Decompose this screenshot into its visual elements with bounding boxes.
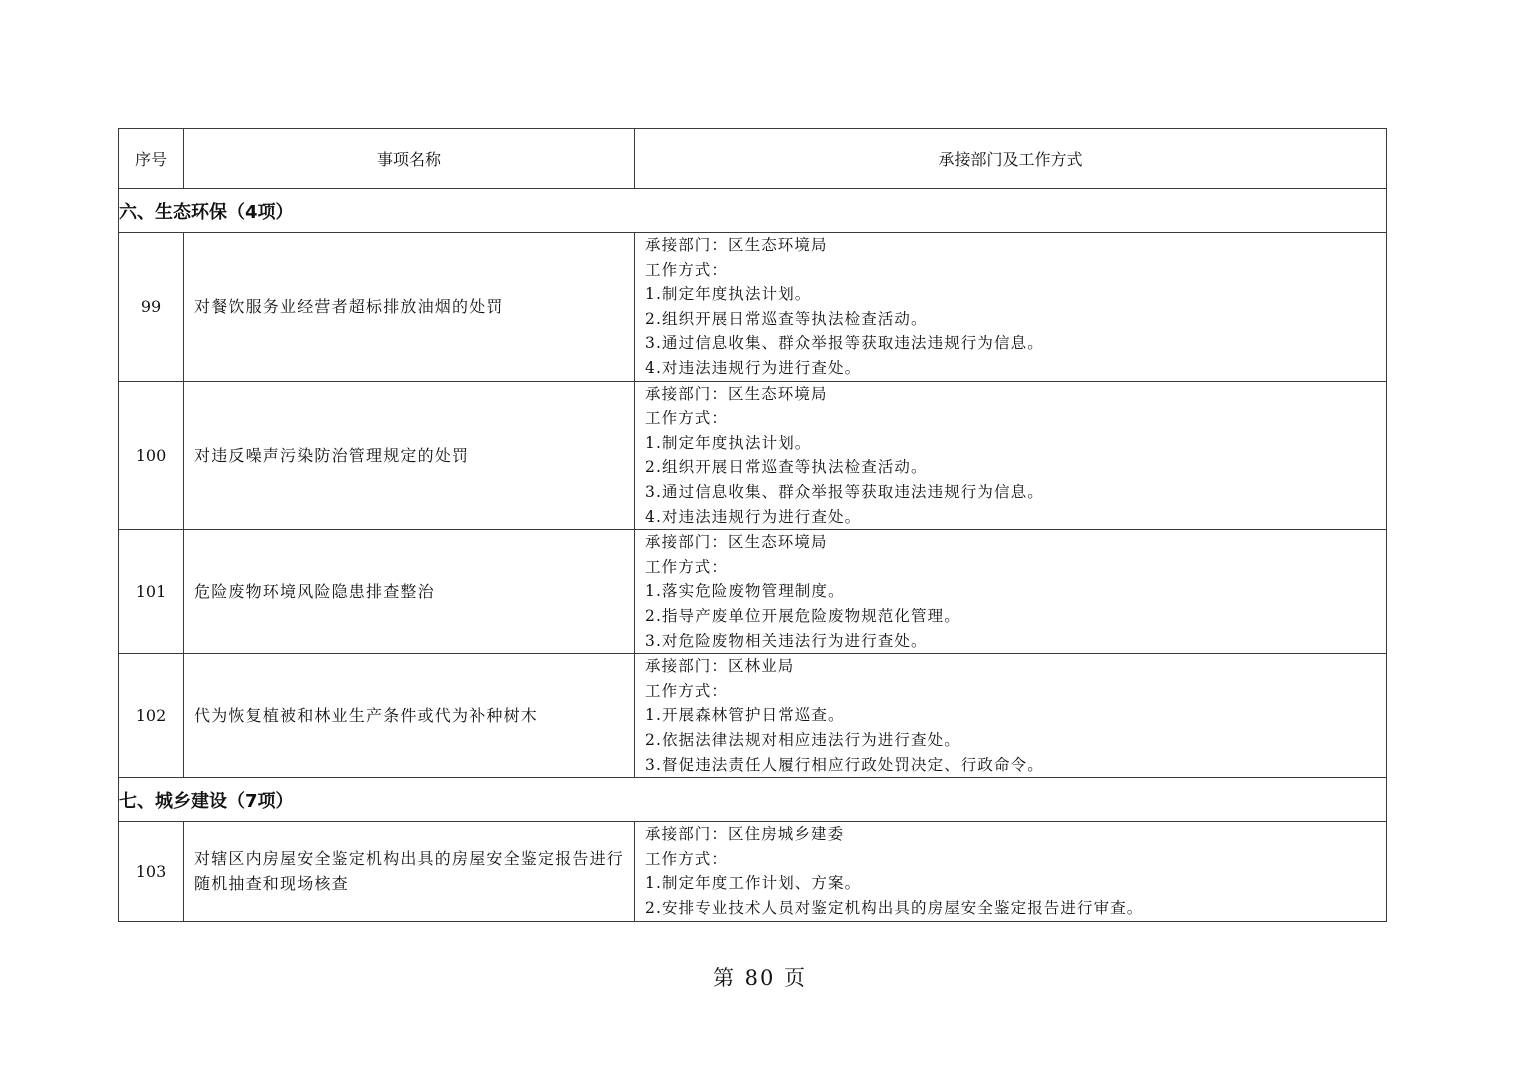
- matter-name: 代为恢复植被和林业生产条件或代为补种树木: [184, 654, 635, 778]
- table-row: [119, 381, 1387, 530]
- table-header-row: [119, 129, 1387, 189]
- header-matter-name: 事项名称: [184, 129, 635, 189]
- department-method: [635, 381, 1387, 530]
- matter-name: 对餐饮服务业经营者超标排放油烟的处罚: [184, 233, 635, 382]
- serial-number: 101: [119, 530, 184, 654]
- work-step: 1.制定年度执法计划。: [645, 433, 812, 452]
- section-row-ecology: [119, 189, 1387, 233]
- work-step: 1.开展森林管护日常巡查。: [645, 706, 845, 725]
- table-row: [119, 822, 1387, 921]
- work-step: 2.组织开展日常巡查等执法检查活动。: [645, 458, 928, 477]
- matter-name: 对辖区内房屋安全鉴定机构出具的房屋安全鉴定报告进行随机抽查和现场核查: [184, 822, 635, 921]
- serial-number: 100: [119, 381, 184, 530]
- matter-name: 对违反噪声污染防治管理规定的处罚: [184, 381, 635, 530]
- department-line: 承接部门：区生态环境局: [645, 384, 828, 403]
- work-method-label: 工作方式：: [645, 409, 729, 428]
- work-method-label: 工作方式：: [645, 681, 729, 700]
- work-step: 2.组织开展日常巡查等执法检查活动。: [645, 309, 928, 328]
- department-method: [635, 530, 1387, 654]
- table-row: [119, 233, 1387, 382]
- work-step: 1.落实危险废物管理制度。: [645, 582, 845, 601]
- department-method: [635, 233, 1387, 382]
- work-step: 3.通过信息收集、群众举报等获取违法违规行为信息。: [645, 334, 1044, 353]
- work-method-label: 工作方式：: [645, 260, 729, 279]
- table-row: [119, 654, 1387, 778]
- work-step: 4.对违法违规行为进行查处。: [645, 358, 862, 377]
- work-step: 3.对危险废物相关违法行为进行查处。: [645, 631, 928, 650]
- section-title: 六、生态环保（4项）: [119, 189, 1387, 233]
- work-step: 2.依据法律法规对相应违法行为进行查处。: [645, 730, 961, 749]
- serial-number: 99: [119, 233, 184, 382]
- work-method-label: 工作方式：: [645, 557, 729, 576]
- page-number: 第 80 页: [712, 966, 808, 990]
- work-step: 1.制定年度执法计划。: [645, 285, 812, 304]
- department-line: 承接部门：区生态环境局: [645, 236, 828, 254]
- work-step: 2.安排专业技术人员对鉴定机构出具的房屋安全鉴定报告进行审查。: [645, 898, 1144, 917]
- header-serial-number: 序号: [119, 129, 184, 189]
- work-step: 1.制定年度工作计划、方案。: [645, 874, 862, 893]
- serial-number: 102: [119, 654, 184, 778]
- section-row-urban-rural: [119, 778, 1387, 822]
- work-method-label: 工作方式：: [645, 849, 729, 868]
- matters-table: [118, 128, 1387, 922]
- matter-name: 危险废物环境风险隐患排查整治: [184, 530, 635, 654]
- department-line: 承接部门：区住房城乡建委: [645, 825, 845, 844]
- table-row: [119, 530, 1387, 654]
- header-department-method: 承接部门及工作方式: [635, 129, 1387, 189]
- section-title: 七、城乡建设（7项）: [119, 778, 1387, 822]
- work-step: 3.通过信息收集、群众举报等获取违法违规行为信息。: [645, 482, 1044, 501]
- department-line: 承接部门：区林业局: [645, 657, 795, 676]
- work-step: 2.指导产废单位开展危险废物规范化管理。: [645, 606, 961, 625]
- department-method: [635, 654, 1387, 778]
- work-step: 4.对违法违规行为进行查处。: [645, 507, 862, 526]
- serial-number: 103: [119, 822, 184, 921]
- department-line: 承接部门：区生态环境局: [645, 533, 828, 552]
- department-method: [635, 822, 1387, 921]
- work-step: 3.督促违法责任人履行相应行政处罚决定、行政命令。: [645, 755, 1044, 774]
